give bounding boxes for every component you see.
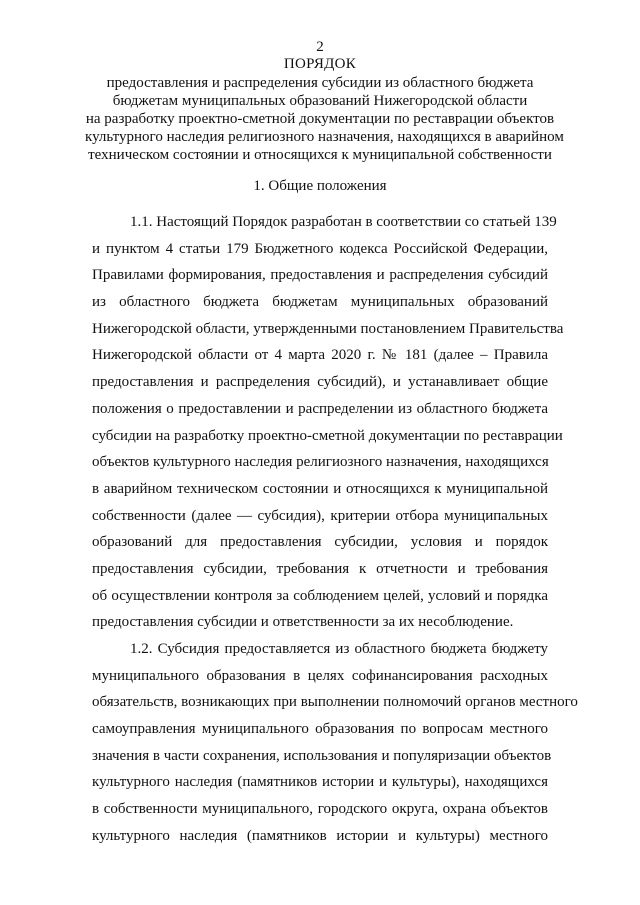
- paragraph-line: культурного наследия (памятников истории и культуры), находящихся: [92, 774, 548, 791]
- paragraph-line: субсидии на разработку проектно-сметной документации по реставрации: [92, 427, 563, 444]
- body-text: [92, 209, 578, 850]
- paragraph-line: образований для предоставления субсидии, условия и порядок: [92, 534, 548, 551]
- paragraph-line: предоставления субсидии, требования к отчетности и требования: [92, 560, 548, 577]
- paragraph-line: положения о предоставлении и распределении из областного бюджета: [92, 400, 548, 417]
- paragraph-line: 1.1. Настоящий Порядок разработан в соответствии со статьей 139: [130, 214, 557, 230]
- paragraph-line: объектов культурного наследия религиозного назначения, находящихся: [92, 454, 549, 471]
- paragraph-line: обязательств, возникающих при выполнении полномочий органов местного: [92, 694, 578, 711]
- paragraph-line: об осуществлении контроля за соблюдением целей, условий и порядка: [92, 587, 548, 604]
- subtitle-line: культурного наследия религиозного назначения, находящихся в аварийном: [85, 129, 564, 145]
- paragraph-line: в собственности муниципального, городского округа, охрана объектов: [92, 801, 548, 818]
- paragraph-line: предоставления и распределения субсидий), и устанавливает общие: [92, 374, 548, 391]
- paragraph-line: предоставления субсидии и ответственности за их несоблюдение.: [92, 614, 514, 631]
- page-number: 2: [316, 39, 324, 55]
- paragraph-line: 1.2. Субсидия предоставляется из областного бюджета бюджету: [130, 641, 548, 657]
- paragraph-line: Правилами формирования, предоставления и распределения субсидий: [92, 267, 548, 284]
- paragraph-line: из областного бюджета бюджетам муниципальных образований: [92, 294, 548, 311]
- paragraph-line: муниципального образования в целях софинансирования расходных: [92, 667, 548, 684]
- subtitle-line: предоставления и распределения субсидии из областного бюджета: [106, 75, 534, 91]
- paragraph-line: собственности (далее — субсидия), критерии отбора муниципальных: [92, 507, 548, 524]
- document-subtitle: [85, 74, 564, 164]
- paragraph-line: самоуправления муниципального образования по вопросам местного: [92, 721, 548, 738]
- document-title: ПОРЯДОК: [283, 56, 357, 72]
- paragraph-line: Нижегородской области от 4 марта 2020 г. № 181 (далее – Правила: [92, 347, 548, 364]
- paragraph-line: значения в части сохранения, использования и популяризации объектов: [92, 747, 552, 764]
- paragraph-line: культурного наследия (памятников истории и культуры) местного: [92, 827, 548, 844]
- paragraph-line: и пунктом 4 статьи 179 Бюджетного кодекса Российской Федерации,: [92, 240, 548, 257]
- paragraph-line: Нижегородской области, утвержденными постановлением Правительства: [92, 320, 564, 337]
- subtitle-line: бюджетам муниципальных образований Нижегородской области: [112, 93, 528, 109]
- section-heading: 1. Общие положения: [253, 178, 387, 194]
- subtitle-line: техническом состоянии и относящихся к муниципальной собственности: [88, 147, 552, 163]
- paragraph-line: в аварийном техническом состоянии и относящихся к муниципальной: [92, 480, 548, 497]
- subtitle-line: на разработку проектно-сметной документации по реставрации объектов: [85, 111, 555, 127]
